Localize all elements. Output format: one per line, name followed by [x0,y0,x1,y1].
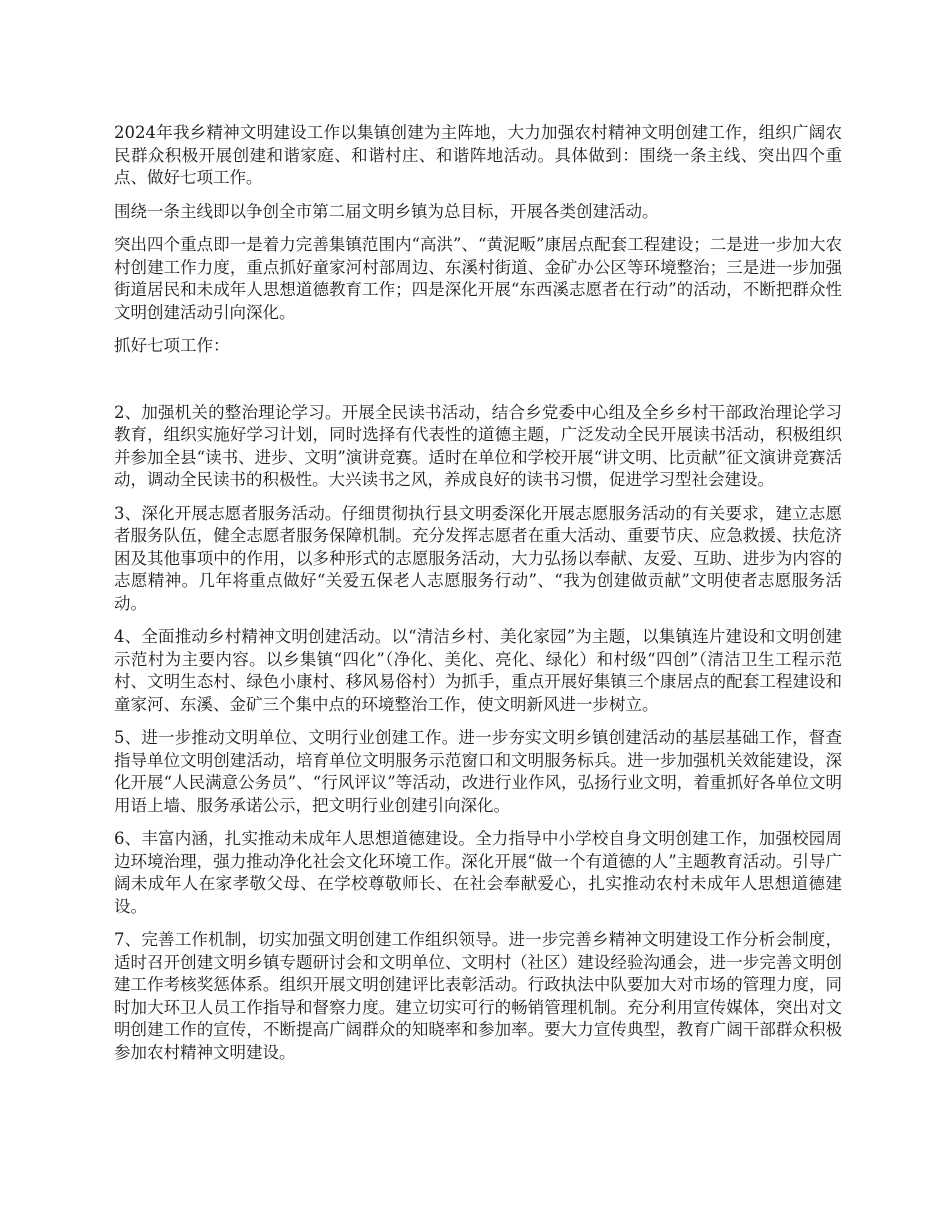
document-body [114,122,842,1075]
paragraph-intro: 2024年我乡精神文明建设工作以集镇创建为主阵地，大力加强农村精神文明创建工作，组织广阔农民群众积极开展创建和谐家庭、和谐村庄、和谐阵地活动。具体做到：围绕一条主线、突出四个重点、做好七项工作。 [114,123,842,187]
paragraph-four-focus: 突出四个重点即一是着力完善集镇范围内“高洪”、“黄泥畈”康居点配套工程建设；二是进一步加大农村创建工作力度，重点抓好童家河村部周边、东溪村街道、金矿办公区等环境整治；三是进一步加强街道居民和未成年人思想道德教育工作；四是深化开展“东西溪志愿者在行动”的活动，不断把群众性文明创建活动引向深化。 [114,235,842,322]
paragraph-item-5: 5、进一步推动文明单位、文明行业创建工作。进一步夯实文明乡镇创建活动的基层基础工作，督查指导单位文明创建活动，培育单位文明服务示范窗口和文明服务标兵。进一步加强机关效能建设，深化开展“人民满意公务员”、“行风评议”等活动，改进行业作风，弘扬行业文明，着重抓好各单位文明用语上墙、服务承诺公示，把文明行业创建引向深化。 [114,728,842,815]
paragraph-item-4: 4、全面推动乡村精神文明创建活动。以“清洁乡村、美化家园”为主题，以集镇连片建设和文明创建示范村为主要内容。以乡集镇“四化”（净化、美化、亮化、绿化）和村级“四创”（清洁卫生工程示范村、文明生态村、绿色小康村、移风易俗村）为抓手，重点开展好集镇三个康居点的配套工程建设和童家河、东溪、金矿三个集中点的环境整治工作，使文明新风进一步树立。 [114,627,842,714]
paragraph-seven-tasks-heading: 抓好七项工作： [114,336,230,355]
paragraph-item-6: 6、丰富内涵，扎实推动未成年人思想道德建设。全力指导中小学校自身文明创建工作，加强校园周边环境治理，强力推动净化社会文化环境工作。深化开展“做一个有道德的人”主题教育活动。引导广阔未成年人在家孝敬父母、在学校尊敬师长、在社会奉献爱心，扎实推动农村未成年人思想道德建设。 [114,829,842,916]
paragraph-item-7: 7、完善工作机制，切实加强文明创建工作组织领导。进一步完善乡精神文明建设工作分析会制度，适时召开创建文明乡镇专题研讨会和文明单位、文明村（社区）建设经验沟通会，进一步完善文明创建工作考核奖惩体系。组织开展文明创建评比表彰活动。行政执法中队要加大对市场的管理力度，同时加大环卫人员工作指导和督察力度。建立切实可行的畅销管理机制。充分利用宣传媒体，突出对文明创建工作的宣传，不断提高广阔群众的知晓率和参加率。要大力宣传典型，教育广阔干部群众积极参加农村精神文明建设。 [114,930,842,1062]
paragraph-item-3: 3、深化开展志愿者服务活动。仔细贯彻执行县文明委深化开展志愿服务活动的有关要求，建立志愿者服务队伍，健全志愿者服务保障机制。充分发挥志愿者在重大活动、重要节庆、应急救援、扶危济困及其他事项中的作用，以多种形式的志愿服务活动，大力弘扬以奉献、友爱、互助、进步为内容的志愿精神。几年将重点做好“关爱五保老人志愿服务行动”、“我为创建做贡献”文明使者志愿服务活动。 [114,503,842,613]
paragraph-main-line: 围绕一条主线即以争创全市第二届文明乡镇为总目标，开展各类创建活动。 [114,201,659,221]
paragraph-item-2: 2、加强机关的整治理论学习。开展全民读书活动，结合乡党委中心组及全乡乡村干部政治理论学习教育，组织实施好学习计划，同时选择有代表性的道德主题，广泛发动全民开展读书活动，积极组织并参加全县“读书、进步、文明”演讲竞赛。适时在单位和学校开展“讲文明、比贡献”征文演讲竞赛活动，调动全民读书的积极性。大兴读书之风，养成良好的读书习惯，促进学习型社会建设。 [114,402,842,489]
blank-gap [114,369,842,391]
